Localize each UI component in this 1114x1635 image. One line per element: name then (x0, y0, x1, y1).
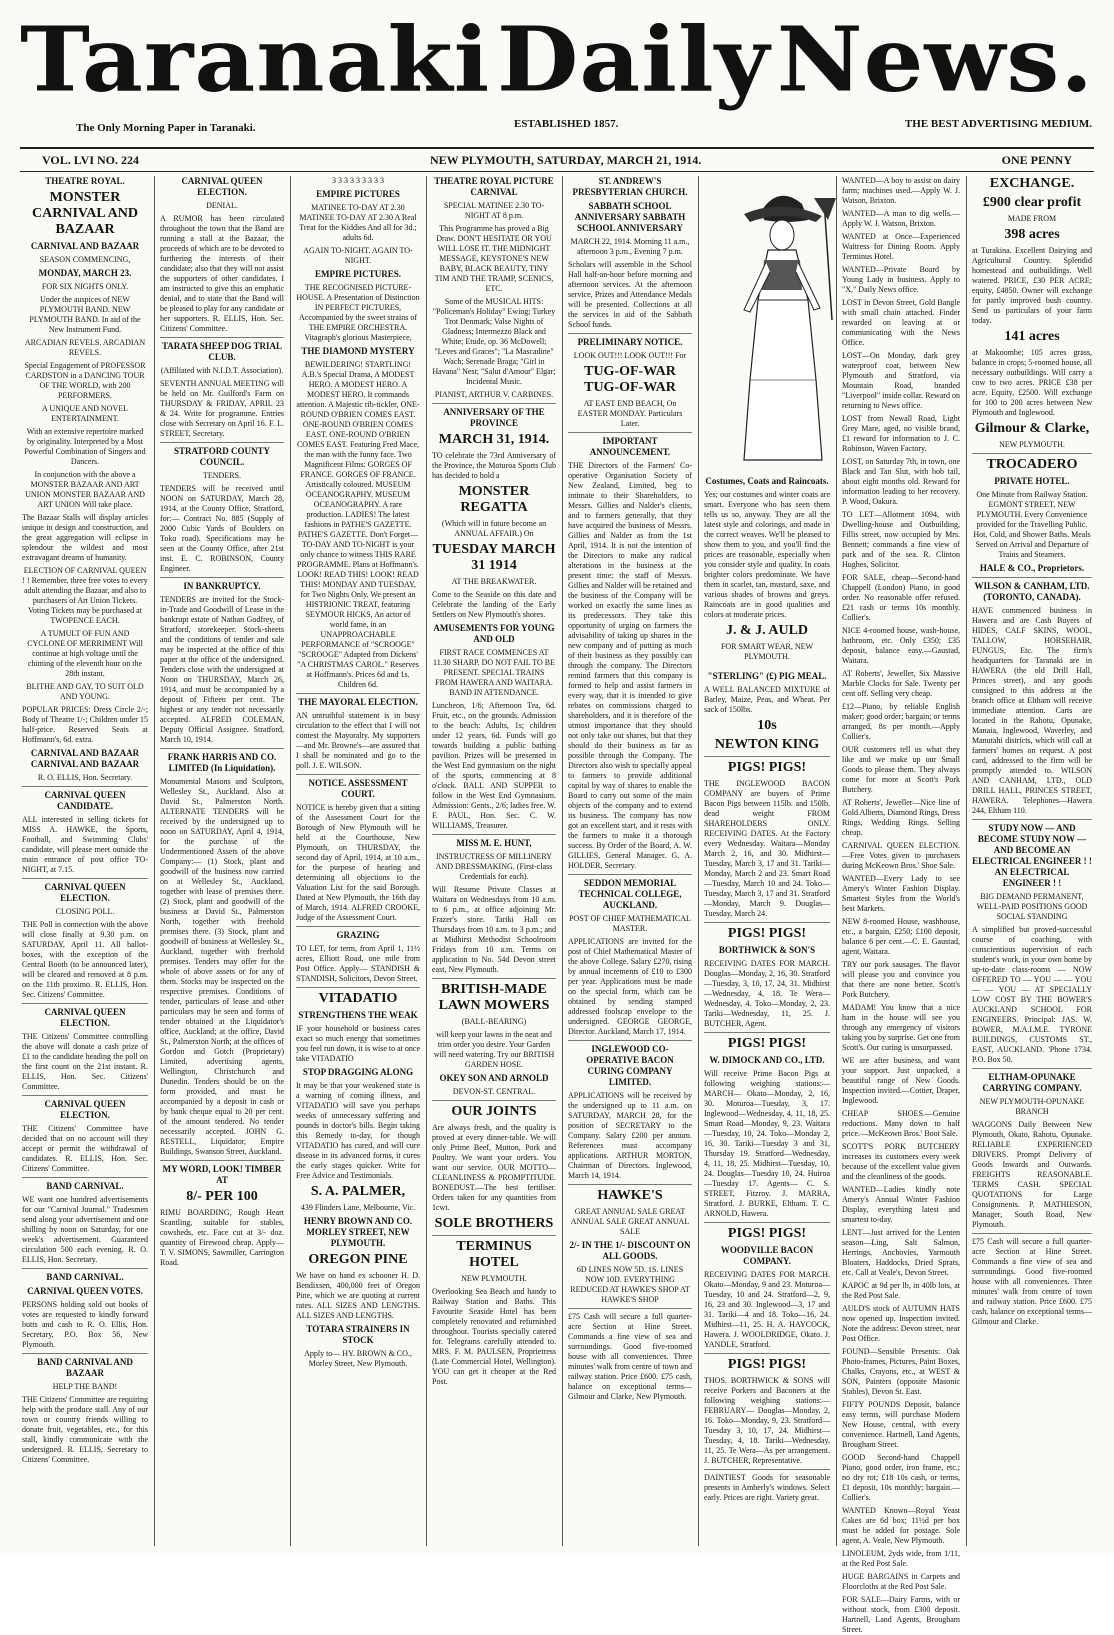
column-rule (154, 176, 155, 1546)
ad-text: THE Citizens' Committee have decided that on no account will they accept or permit the withdrawal of candidates. R. ELLIS, Hon. Sec. Citizens' Committee. (22, 1124, 148, 1173)
ad-text: ALL interested in selling tickets for MISS A. HAWKE, the Sports, Football, and Swimming Clubs' candidate, will please meet outside the main entrance of post office TO-NIGHT, at 7.15. (22, 815, 148, 874)
ad-text: A TUMULT OF FUN AND CYCLONE OF MERRIMENT Will continue at high voltage until the chiming of the eleventh hour on the 28th instant. (27, 629, 143, 678)
divider (568, 333, 692, 334)
ad-text: A RUMOR has been circulated throughout the town that the Band are running a stall at the Bazaar, the proceeds of which are to be devoted to furthering the interests of their candidate; also that they will not assist the supporters of other candidates. I am instructed to give this an emphatic denial, and to state that the Band will be pleased to play for any candidate or her supporters. R. ELLIS, Hon. Sec. Citizens' Committee. (160, 214, 284, 333)
ad-text: NICE 4-roomed house, wash-house, bathroom, etc. Only £350; £35 deposit, balance easy.—Gaustad, Waitara. (842, 626, 960, 665)
ad-heading: BAND CARNIVAL AND BAZAAR (37, 1357, 133, 1378)
ad-text: FOR SALE, cheap—Second-hand Chappell (London) Piano, in good order. No reasonable offer refused. £21 cash or terms 10s monthly. Collier's. (842, 573, 960, 622)
ad-heading: SABBATH SCHOOL ANNIVERSARY SABBATH SCHOOL ANNIVERSARY (574, 201, 686, 233)
dateline (20, 147, 1094, 172)
ad-text: Scholars will assemble in the School Hall half-an-hour before morning and afternoon services. At the afternoon service, Prizes and Attendance Medals will be presented. Collections at all the services in aid of the Sabbath School funds. (568, 260, 692, 329)
divider (22, 1268, 148, 1269)
ad-heading: BRITISH-MADE LAWN MOWERS (438, 982, 550, 1013)
ad-text: LOST—On Monday, dark grey waterproof coat, between New Plymouth and Stratford, via Mountain Road, branded "Liverpool" inside collar. Reward on returning to News office. (842, 351, 960, 410)
ad-text: Come to the Seaside on this date and Celebrate the landing of the Early Settlers on New Plymouth's shores. (432, 590, 556, 619)
ad-text: This Programme has proved a Big Draw. DON'T HESITATE OR YOU WILL LOSE IT. THE MIDNIGHT MESSAGE, KEYSTONE'S NEW BABY, BLACK BEAUTY, TINY TIM AND THE TRAMP, SCENICS, ETC. (434, 224, 554, 293)
ad-text: NOTICE is hereby given that a sitting of the Assessment Court for the Borough of New Plymouth will be held at the Courthouse, New Plymouth, on THURSDAY, the second day of April, 1914, at 10 a.m., for the purpose of hearing and determining all objections to the Valuation List for the said Borough. Dated at New Plymouth, the 16th day of March, 1914. ALFRED CROOKE, Judge of the Assessment Court. (296, 803, 420, 922)
ad-heading: CARNIVAL AND BAZAAR CARNIVAL AND BAZAAR (30, 748, 140, 769)
ad-text: DEVON-ST. CENTRAL. (452, 1087, 536, 1096)
ad-text: POST OF CHIEF MATHEMATICAL MASTER. (569, 914, 691, 933)
divider (972, 1233, 1092, 1234)
divider (972, 577, 1092, 578)
ad-heading: PRELIMINARY NOTICE. (577, 337, 683, 347)
fashion-illustration (704, 180, 854, 472)
ad-text: TENDERS. (203, 471, 241, 480)
ad-text: FOUND—Sensible Presents: Oak Photo-frames, Pictures, Paint Boxes, Chalks, Crayons, etc., at WEST & SON, Painters (opposite Masonic Stables), Devon St. East. (842, 1347, 960, 1396)
ad-heading: PIGS! PIGS! (727, 760, 807, 775)
ad-text: (Which will in future become an ANNUAL AFFAIR.) On (441, 519, 547, 538)
ad-heading: STUDY NOW — AND BECOME STUDY NOW — AND BECOME AN ELECTRICAL ENGINEER ! ! AN ELECTRICAL ENGINEER ! ! (972, 823, 1092, 888)
ad-text: THE Poll in connection with the above will close finally at 9.30 p.m. on SATURDAY, April 11. All ballot-boxes, with the exception of the Central Booth (to be announced later), will be cleared and removed at 8 p.m. on the 11th proximo. R. ELLIS, Hon. Sec. Citizens' Committee. (22, 920, 148, 999)
column-rule (290, 176, 291, 1546)
ad-heading: TOTARA STRAINERS IN STOCK (306, 1324, 410, 1345)
ad-text: AGAIN TO-NIGHT. AGAIN TO-NIGHT. (303, 246, 413, 265)
ad-text: PIANIST, ARTHUR V. CARBINES. (434, 390, 554, 399)
column-rule (966, 176, 967, 1546)
ad-heading: PRIVATE HOTEL. (994, 476, 1070, 486)
ad-text: RECEIVING DATES FOR MARCH. Okato—Monday, 9 and 23. Moturoa—Tuesday, 10 and 24. Stratford—2, 9, 16, 23 and 30. Inglewood—3, 17 and 31. Tariki—4 and 18. Toko—16, 24. Midhirst—11, 25. H. A. HAYCOCK, Hawera. J. WOOLDRIDGE, Okato. J. YANDLE, Stratford. (704, 1270, 830, 1349)
ad-text: (BALL-BEARING) (461, 1017, 527, 1026)
ad-text: NEW PLYMOUTH. (461, 1274, 527, 1283)
ad-heading: HENRY BROWN AND CO. MORLEY STREET, NEW PLYMOUTH. (303, 1216, 413, 1248)
ad-heading: ANNIVERSARY OF THE PROVINCE (443, 407, 545, 428)
ad-text: TRY our pork sausages. The flavor will please you and convince you that there are none better. Scott's Pork Butchery. (842, 960, 960, 999)
ad-text: (Affiliated with N.I.D.T. Association). (160, 366, 284, 375)
ad-heading: EMPIRE PICTURES. (314, 269, 401, 279)
ad-text: SEVENTH ANNUAL MEETING will be held on Mr. Guilford's Farm on THURSDAY & FRIDAY, APRIL 23 & 24. Write for programme. Entries close with Secretary on April 16. F. L. STREET, Secretary. (160, 379, 284, 438)
ad-heading: 398 acres (1004, 227, 1060, 242)
ad-text: AT Roberts', Jeweller—Nice line of Gold Alberts, Diamond Rings, Dress Rings, Wedding Rings. Selling cheap. (842, 798, 960, 837)
ad-text: HUGE BARGAINS in Carpets and Floorcloths at the Red Post Sale. (842, 1572, 960, 1591)
ad-text: One Minute from Railway Station. EGMONT STREET, NEW PLYMOUTH. Every Convenience provided for the Travelling Public. Hot, Cold, and Shower Baths. Meals Served on Arrival and Departure of Trains and Steamers. (973, 490, 1091, 559)
ad-heading: EXCHANGE. (989, 176, 1075, 191)
ad-heading: WILSON & CANHAM, LTD. (TORONTO, CANADA). (974, 581, 1090, 602)
ad-text: LENT—Just arrived for the Lenten season—Ling, Salt Salmon, Herrings, Anchovies, Yarmouth Bloaters, Haddocks, Dried Sprats, etc. Call at Veale's, Devon Street. (842, 1228, 960, 1277)
ad-heading: SEDDON MEMORIAL TECHNICAL COLLEGE, AUCKLAND. (578, 878, 682, 910)
ad-text: In conjunction with the above a MONSTER BAZAAR AND ART UNION MONSTER BAZAAR AND ART UNION Will take place. (25, 470, 145, 509)
ad-text: WANTED at Once—Experienced Waitress for Dining Room. Apply Terminus Hotel. (842, 232, 960, 261)
ad-text: FIRST RACE COMMENCES AT 11.30 SHARP. DO NOT FAIL TO BE PRESENT. SPECIAL TRAINS FROM HAWERA AND WAITARA. BAND IN ATTENDANCE. (433, 648, 555, 697)
ad-text: FIFTY POUNDS Deposit, balance easy terms, will purchase Modern New House, central, with every convenience. Hartnell, Land Agents, Brougham Street. (842, 1400, 960, 1449)
divider (704, 922, 830, 923)
ad-heading: MONDAY, MARCH 23. (38, 268, 132, 278)
ad-heading: THEATRE ROYAL PICTURE CARNIVAL (434, 176, 554, 197)
ad-text: Luncheon, 1/6; Afternoon Tea, 6d. Fruit, etc., on the grounds. Admission to the beach: Adults, 1s; children under 12 years, 6d. Funds will go towards building a public bathing pavilion. Prizes will be presented in the West End gymnasium on the night of the sports, commencing at 8 o'clock. BALL AND SUPPER to follow in the West End Gymnasium. Admission: Gents., 2/6; ladies free. W. F. PAUL, Hon. Sec. C. W. WILLIAMS, Treasurer. (432, 701, 556, 830)
ad-heading: TARATA SHEEP DOG TRIAL CLUB. (161, 341, 283, 362)
divider (160, 337, 284, 338)
ad-text: BLITHE AND GAY, TO SUIT OLD AND YOUNG. (26, 682, 144, 701)
ad-text: AULD'S stock of AUTUMN HATS now opened up. Inspection invited. Note the address: Devon street, near Post Office. (842, 1304, 960, 1343)
ad-text: MADE FROM (1007, 214, 1057, 223)
divider (704, 756, 830, 757)
ad-heading: THEATRE ROYAL. (45, 176, 125, 186)
ad-heading: MONSTER CARNIVAL AND BAZAAR (32, 190, 138, 237)
ad-text: SEASON COMMENCING, (39, 255, 131, 264)
masthead-word: Daily (496, 7, 771, 113)
ad-text: NEW PLYMOUTH. (999, 440, 1065, 449)
ad-text: HAVE commenced business in Hawera and are Cash Buyers of HIDES, CALF SKINS, WOOL, TALLOW, HORSEHAIR, FUNGUS, Etc. The firm's headquarters for Taranaki are in HAWERA (the old Drill Hall, Princes street), and any goods consigned to this address at the branch office at Eltham will receive immediate attention. Carts are located in the Rahotu, Opunake, Manaia, Inglewood, Waverley, and Manutahi districts, which will call at farmers' homes on request. A post card, addressed to the firm will be promptly attended to. WILSON AND CANHAM, LTD., OLD DRILL HALL, PRINCES STREET, HAWERA. Telephones—Hawera 244, Eltham 110. (972, 606, 1092, 815)
divider (296, 926, 420, 927)
ad-text: It may be that your weakened state is a warning of coming illness, and VITADATIO will save you perhaps weeks of unnecessary suffering and pounds in doctor's bills. Begin taking this Remedy to-day, for though VITADATIO has cured, and will cure disease in its advanced forms, it cures the early stages quicker. Write for Free Advice and Testimonials. (296, 1081, 420, 1180)
ad-heading: TUESDAY MARCH 31 1914 (432, 542, 556, 573)
ad-heading: IN BANKRUPTCY. (183, 581, 261, 591)
ad-heading: OUR JOINTS (451, 1104, 537, 1119)
ad-heading: J. & J. AULD (725, 623, 809, 638)
ad-text: NEW 8-roomed House, washhouse, etc., a bargain, £250; £100 deposit, balance 6 per cent.—C. E. Gaustad, agent, Waitara. (842, 917, 960, 956)
ad-heading: BAND CARNIVAL. (46, 1272, 124, 1282)
established: ESTABLISHED 1857. (514, 118, 619, 130)
column-5 (568, 176, 692, 1546)
ad-text: WE want one hundred advertisements for our "Carnival Journal." Tradesmen send along your advertisement and one shilling by noon on Saturday, for one week's advertisement. Guaranteed circulation 500 each evening. R. O. ELLIS, Hon. Secretary. (22, 1195, 148, 1264)
ad-heading: MONSTER REGATTA (458, 484, 530, 515)
ad-text: WANTED—Private Board by Young Lady in business. Apply to "X," Daily News office. (842, 265, 960, 294)
divider (22, 878, 148, 879)
divider (22, 786, 148, 787)
ad-text: FOR SALE—Dairy Farms, with or without stock, from £300 deposit. Hartnell, Land Agents, Brougham Street. (842, 1595, 960, 1634)
ad-heading: Costumes, Coats and Raincoats. (705, 476, 829, 486)
ad-text: AT THE BREAKWATER. (451, 577, 537, 586)
divider (568, 1040, 692, 1041)
ad-text: Overlooking Sea Beach and handy to Railway Station and Baths. This Favourite Seaside Hotel has been completely renovated and refurnished throughout. Tourists specially catered for. Telegrams carefully attended to. MRS. F. M. PAULSEN, Proprietress (Late Commercial Hotel, Wellington). YOU can get it cheaper at the Red Post. (432, 1287, 556, 1386)
ad-text: ARCADIAN REVELS. ARCADIAN REVELS. (24, 338, 146, 357)
ad-text: INSTRUCTRESS OF MILLINERY AND DRESSMAKING. (First-class Credentials for each). (435, 852, 553, 881)
divider (704, 1469, 830, 1470)
masthead-title (20, 4, 1094, 116)
divider (22, 1003, 148, 1004)
ad-text: We have on hand ex schooner H. D. Bendixsen, 400,000 feet of Oregon Pine, which we are quoting at current rates. ALL SIZES AND LENGTHS. ALL SIZES AND LENGTHS. (296, 1271, 420, 1320)
advertising-medium: THE BEST ADVERTISING MEDIUM. (904, 118, 1092, 130)
ad-heading: HAWKE'S (597, 1188, 663, 1203)
ad-text: WANTED—Every Lady to see Amery's Winter Fashion Display. Smartest Styles from the World's best Markets. (842, 874, 960, 913)
ad-text: SPECIAL MATINEE 2.30 TO-NIGHT AT 8 p.m. (443, 201, 545, 220)
ad-text: TO LET—Allotment 1094, with Dwelling-house and Outbuilding, Fillis street, now occupied by Mrs. Bennett; commands a fine view of park and of the sea. R. Clinton Hughes, Solicitor. (842, 510, 960, 569)
ad-text: TO celebrate the 73rd Anniversary of the Province, the Moturoa Sports Club has decided to hold a (432, 451, 556, 480)
ad-heading: BORTHWICK & SON'S (718, 945, 816, 955)
ad-text: R. O. ELLIS, Hon. Secretary. (37, 773, 133, 782)
masthead-word: Taranaki (20, 7, 491, 113)
ad-text: A UNIQUE AND NOVEL ENTERTAINMENT. (42, 404, 128, 423)
divider (568, 432, 692, 433)
ad-heading: OREGON PINE (308, 1252, 408, 1267)
ad-heading: NOTICE. ASSESSMENT COURT. (308, 778, 408, 799)
ad-heading: CARNIVAL QUEEN ELECTION. (44, 882, 126, 903)
column-rule (426, 176, 427, 1546)
divider (160, 442, 284, 443)
divider (568, 1184, 692, 1185)
ad-heading: MISS M. E. HUNT, (456, 838, 532, 848)
ad-text: THE INGLEWOOD BACON COMPANY are buyers of Prime Bacon Pigs between 115lb. and 150lb. dead weight FROM SHAREHOLDERS ONLY. RECEIVING DATES. At the Factory every Wednesday. Waitara—Monday March 2, 16, and 30. Midhirst—Tuesday, March 3, 17 and 31. Tariki—Monday, March 2 and 23. Smart Road—Tuesday, March 10 and 24. Toko—Tuesday, March 3, 17 and 31. Stratford—Monday, March 9. Douglas—Tuesday, March 24. (704, 779, 830, 918)
ad-text: THOS. BORTHWICK & SONS will receive Porkers and Baconers at the following weighing stations:— FEBRUARY— Douglas—Monday, 2, 16. Toko—Monday, 9, 23. Stratford—Tuesday 3, 10, 17, 24. Midhirst—Tuesday, 4, 18. Tariki—Wednesday, 11, 25. Te Wera—As per arrangement. J. BUTCHER, Representative. (704, 1376, 830, 1465)
ad-text: PERSONS holding sold out books of votes are requested to kindly forward butts and cash to R. O. Ellis, Hon. Secretary, P.O. Box 56, New Plymouth. (22, 1300, 148, 1349)
ad-text: FOR SMART WEAR, NEW PLYMOUTH. (720, 642, 814, 661)
ad-text: MATINEE TO-DAY AT 2.30 MATINEE TO-DAY AT 2.30 A Real Treat for the Kiddies And all for 3d.; adults 6d. (299, 203, 417, 242)
ad-heading: ST. ANDREW'S PRESBYTERIAN CHURCH. (572, 176, 688, 197)
ad-text: £12—Piano, by reliable English maker; good order; bargain; or terms arranged, 8s per month.—Apply Collier's. (842, 702, 960, 741)
ad-text: HELP THE BAND! (52, 1382, 118, 1391)
ad-heading: STRENGTHENS THE WEAK (298, 1010, 418, 1020)
volume-number: VOL. LVI NO. 224 (42, 153, 140, 167)
ad-heading: EMPIRE PICTURES (316, 189, 400, 199)
ad-heading: "STERLING" (£) PIG MEAL. (707, 671, 827, 681)
column-1 (22, 176, 148, 1546)
divider (160, 1160, 284, 1161)
ad-text: AN untruthful statement is in busy circulation to the effect that I will not contest the Mayoralty. My supporters—and Mr. Browne's—are assured that I shall be nominated and go to the poll. J. E. WILSON. (296, 711, 420, 770)
ad-heading: 2/- IN THE 1/- DISCOUNT ON ALL GOODS. (569, 1240, 691, 1261)
ad-heading: CARNIVAL QUEEN CANDIDATE. (44, 790, 126, 811)
ad-heading: PIGS! PIGS! (727, 1226, 807, 1241)
ad-heading: THE MAYORAL ELECTION. (298, 697, 418, 707)
ad-heading: VITADATIO (318, 991, 398, 1006)
divider (972, 453, 1092, 454)
ad-text: SCOTT'S PORK BUTCHERY increases its customers every week because of the excellent value given and the cleanliness of the goods. (842, 1142, 960, 1181)
ad-text: Special Engagement of PROFESSOR CARDSTON in a DANCING TOUR OF THE WORLD, with 200 PERFORMERS. (24, 361, 146, 400)
ad-text: Will receive Prime Bacon Pigs at following weighing stations:— MARCH— Okato—Monday, 2, 16, 30. Moturoa—Tuesday, 3, 17. Inglewood—Wednesday, 4, 11, 18, 25. Smart Road—Monday, 9, 23. Waitara—Tuesday, 10, 24. Toko—Monday 2, 16, 30. Tariki—Tuesday 3 and 31, Thursday 19. Stratford—Wednesday, 4, 11, 18, 25. Midhirst—Tuesday, 10, 24. Douglas—Tuesday 10, 24. Huiroa—Tuesday 17. Agents— C. S. STREET, Fitzroy. J. MARRA, Stratford. J. BURKE, Eltham. T. C. ARNOLD, Hawera. (704, 1069, 830, 1218)
ad-text: £75 Cash will secure a full quarter-acre Section at Hine Street. Commands a fine view of sea and surroundings. Good five-roomed house with all conveniences. Three minutes' walk from centre of town and railway station. Price £600. £75 cash, balance on exceptional terms—Gilmour and Clarke, New Plymouth. (568, 1312, 692, 1401)
masthead-subline (0, 118, 1114, 138)
ad-text: APPLICATIONS are invited for the post of Chief Mathematical Master of the above College. Salary £270, rising by annual increments of £10 to £300 per year. Applications must be made on the special form, which can be obtained by sending stamped addressed foolscap envelope to the undersigned. GEORGE GEORGE, Director. Auckland, March 17, 1914. (568, 937, 692, 1036)
masthead (20, 4, 1094, 116)
ad-heading: Gilmour & Clarke, (974, 421, 1090, 436)
ad-heading: 10s (757, 718, 777, 733)
divider (160, 577, 284, 578)
ad-text: With an extensive repertoire marked by originality. Interpreted by a Most Powerful Combination of Singers and Dancers. (24, 427, 146, 466)
ad-heading: NEWTON KING (714, 737, 820, 752)
column-rule (698, 176, 699, 1546)
ad-text: Are always fresh, and the quality is proved at every dinner-table. We will only Prime Beef, Mutton, Pork and Poultry. We want your orders. You want our service. OUR MOTTO— CLEANLINESS & PROMPTITUDE. BONEDUST.—The best fertiliser. Orders taken for any quantities from 1cwt. (432, 1123, 556, 1212)
ad-heading: S. A. PALMER, (310, 1184, 406, 1199)
ad-text: GREAT ANNUAL SALE GREAT ANNUAL SALE GREAT ANNUAL SALE (570, 1207, 690, 1236)
ad-heading: FRANK HARRIS AND CO. LIMITED (In Liquidation). (167, 752, 277, 773)
ad-text: MARCH 22, 1914. Morning 11 a.m., afternoon 3 p.m., Evening 7 p.m. (570, 237, 690, 256)
divider (22, 1095, 148, 1096)
divider (568, 1308, 692, 1309)
ad-heading: CARNIVAL AND BAZAAR (30, 241, 140, 251)
column-4 (432, 176, 556, 1546)
ad-text: BIG DEMAND PERMANENT, WELL-PAID POSITIONS GOOD SOCIAL STANDING (976, 892, 1088, 921)
ad-text: 3 3 3 3 3 3 3 3 3 (332, 176, 384, 185)
ad-text: AT EAST END BEACH, On EASTER MONDAY. Particulars Later. (577, 399, 683, 428)
ad-text: Some of the MUSICAL HITS: "Policeman's Holiday" Ewing; Turkey Trot Denmark; Valse Nights of Gladness; Intermezzo Black and White; Etude, op. 36 McDowell; "Leves and Graces"; "La Mascadine" Wach; Serenade Braga; "Girl in Havana" Nest; "Salut d'Amour" Elgar; Incidental Music. (432, 297, 556, 386)
ad-text: NEW PLYMOUTH-OPUNAKE BRANCH (979, 1097, 1085, 1116)
divider (972, 1068, 1092, 1069)
ad-text: LOST from Newall Road, Light Grey Mare, aged, no visible brand, £1 reward for information to J. C. Robinson, Waven Factory. (842, 414, 960, 453)
ad-heading: SOLE BROTHERS (434, 1216, 554, 1231)
ad-text: TENDERS will be received until NOON on SATURDAY, March 28, 1914, at the County Office, Stratford, for:— Contract No. 885 (Supply of 2000 Cubic Yards of Boulders on Toko road). Specifications may be seen at the County Office, after 21st inst. E. C. ROBINSON, County Engineer. (160, 484, 284, 573)
divider (704, 1032, 830, 1033)
ad-text: LOOK OUT!!! LOOK OUT!!! For (573, 351, 687, 360)
place-and-date: NEW PLYMOUTH, SATURDAY, MARCH 21, 1914. (430, 153, 702, 167)
column-3 (296, 176, 420, 1546)
divider (296, 987, 420, 988)
divider (432, 834, 556, 835)
ad-text: at Makoombe; 105 acres grass, balance in crops; 5-roomed house, all necessary outbuildings. Will carry a cow to two acres. PRICE £38 per acre. Equity, £2500. Will exchange for 100 to 200 acres between New Plymouth and Inglewood. (972, 348, 1092, 417)
ad-text: Under the auspices of NEW PLYMOUTH BAND. NEW PLYMOUTH BAND. In aid of the New Instrument Fund. (29, 295, 141, 334)
divider (704, 1222, 830, 1223)
ad-heading: THE DIAMOND MYSTERY (301, 346, 415, 356)
ad-heading: GRAZING (336, 930, 380, 940)
ad-heading: 141 acres (1004, 329, 1060, 344)
ad-text: Monumental Masons and Sculptors, Wellesley St., Auckland. Also at David St., Palmerston North. ALTERNATE TENDERS will be received by the undersigned up to noon on SATURDAY, April 4, 1914, for the purchase of the Undermentioned Assets of the above Company:— (1) Stock, plant and goodwill of the business now carried on at Wellesley St., Auckland, together with lease of premises there. (2) Stock, plant and goodwill of the business at David St., Palmerston North, together with freehold premises there. (3) Stock, plant and goodwill of business at Wellesley St., Auckland, together with freehold premises. Tenders may offer for the whole of above assets or for any of them. Stocks may be inspected on the respective premises. Conditions of tender, particulars of lease and other particulars may be seen and forms of tender obtained at the Liquidator's office, Auckland; at the office, David St., Palmerston North; at the offices of Gordon and Gotch (Proprietary) Limited, advertising agents, Wellington, Christchurch and Dunedin. Tenders should be on the form provided, and must be accompanied by a deposit in cash or by bank cheque equal to 20 per cent. of the amount tendered. No tender necessarily accepted. JOHN G. RESTELL, Liquidator, Empire Buildings, Swanson Street, Auckland. (160, 777, 284, 1156)
ad-text: LOST, on Saturday 7th, in town, one Black and Tan Slut, with bob tail, about eight months old. Reward for information leading to her recovery. P. Wood, Oakura. (842, 457, 960, 506)
column-rule (836, 176, 837, 1546)
ad-text: WANTED—Ladies kindly note Amery's Annual Winter Fashion Display, everything latest and smartest to-day. (842, 1185, 960, 1224)
ad-text: KAPOC at 9d per lb, in 40lb lots, at the Red Post Sale. (842, 1281, 960, 1300)
divider (432, 403, 556, 404)
ad-heading: HALE & CO., Proprietors. (979, 563, 1085, 573)
ad-text: Will Resume Private Classes at Waitara on Wednesdays from 10 a.m. to 6 p.m., at office adjoining Mr. Frazer's store. Tariki Hall on Thursdays from 10 a.m. to 3 p.m.; and at Midhirst Methodist Schoolroom Fridays from 10 a.m. Terms on application to No. 54d Devon street east, New Plymouth. (432, 885, 556, 974)
column-2 (160, 176, 284, 1546)
ad-text: OUR customers tell us what they like and we make up our Small Goods to please them. They always come for more at Scott's Pork Butchery. (842, 745, 960, 794)
ad-heading: TUG-OF-WAR TUG-OF-WAR (584, 364, 676, 395)
ad-heading: INGLEWOOD CO-OPERATIVE BACON CURING COMPANY LIMITED. (586, 1044, 674, 1087)
ad-heading: MARCH 31, 1914. (438, 432, 550, 447)
ad-text: A simplified but proved-successful course of coaching, with conscientious supervision of each student's work, in your own home by up-to-date class-rooms — NOW OFFERED TO — YOU — — YOU — — YOU — AT SPECIALLY LOW COST BY THE BOWER'S AUCKLAND SCHOOL FOR ENGINEERS. Principal: JAS. W. BOWER, M.A.I.M.E. TYRONE BUILDINGS, CUSTOMS ST., EAST, AUCKLAND. 'Phone 1734. P.O. Box 50. (972, 925, 1092, 1064)
ad-heading: WOODVILLE BACON COMPANY. (720, 1245, 814, 1266)
ad-text: RIMU BOARDING, Rough Heart Scantling, suitable for stables, cowsheds, etc. Face cut at 3/- doz. quantity of Firewood cheap. Apply— T. V. SIMONS, Sawmiller, Carrington Road. (160, 1208, 284, 1267)
ad-text: THE Citizens' Committee are requiring help with the produce stall. Any of our town or country friends willing to donate fruit, vegetables, etc., for this stall, kindly communicate with the undersigned. R. ELLIS, Secretary to Citizens' Committee. (22, 1395, 148, 1464)
ad-text: WANTED Known—Royal Yeast Cakes are 6d box; 11½d per box must be added for postage. Sole agent, A. Veale, New Plymouth. (842, 1506, 960, 1545)
column-7 (842, 176, 960, 1634)
ad-text: WANTED—A man to dig wells.—Apply W. J. Watson, Brixton. (842, 209, 960, 228)
ad-text: BEWILDERING! STARTLING! A.B.'s Special Drama, A MODEST HERO. A MODEST HERO. A MODEST HERO. It commands attention. A Majestic rib-tickler, ONE-ROUND O'BRIEN COMES EAST. ONE-ROUND O'BRIEN COMES EAST. ONE-ROUND O'BRIEN COMES EAST. Featuring Fred Mace, the man with the funny face. Two Magnificent Films: GORGES OF FRANCE. GORGES OF FRANCE. Artistically coloured. MUSEUM OCEANOGRAPHY. MUSEUM OCEANOGRAPHY. A rare production. LADIES! The latest fashions in PATHE'S GAZETTE. PATHE'S GAZETTE. Don't Forget— TO-DAY AND TO-NIGHT is your only chance to witness THIS RARE PROGRAMME. Plans at Hoffmann's. LOOK! READ THIS! LOOK! READ THIS! MONDAY AND TUESDAY, for Two Nights Only. We present an HISTRIONIC TREAT, featuring SEYMOUR HICKS, An actor of world fame, in an UNAPPROACHABLE PERFORMANCE of "SCROOGE" "SCROOGE" Adapted from Dickens' "A CHRISTMAS CAROL." Reserves at Hoffmann's. Prices 6d and 1s. Children 6d. (296, 360, 420, 689)
ad-text: 439 Flinders Lane, Melbourne, Vic. (300, 1203, 416, 1212)
ad-heading: CARNIVAL QUEEN ELECTION. (181, 176, 263, 197)
ad-heading: 8/- PER 100 (186, 1189, 258, 1204)
ad-heading: CARNIVAL QUEEN ELECTION. (44, 1099, 126, 1120)
ad-text: WANTED—A boy to assist on dairy farm; machines used.—Apply W. J. Watson, Brixton. (842, 176, 960, 205)
column-8 (972, 176, 1092, 1546)
ad-heading: TERMINUS HOTEL (456, 1239, 532, 1270)
ad-text: LINOLEUM, 2yds wide, from 1/11, at the Red Post Sale. (842, 1549, 960, 1568)
ad-text: will keep your lawns in the neat and trim order you desire. Your Garden will need watering. Try our BRITISH GARDEN HOSE. (433, 1030, 555, 1069)
price: ONE PENNY (1001, 153, 1072, 167)
ad-heading: CARNIVAL QUEEN VOTES. (27, 1286, 143, 1296)
ad-heading: STOP DRAGGING ALONG (302, 1067, 414, 1077)
ad-text: WAGGONS Daily Between New Plymouth, Okato, Rahotu, Opunake. RELIABLE EXPERIENCED DRIVERS. Prompt Delivery of Goods Inwards and Outwards. FREIGHTS REASONABLE. TERMS CASH. SPECIAL QUOTATIONS for Large Consignments. P. MATHIESON, Manager, South Road, New Plymouth. (972, 1120, 1092, 1229)
tagline: The Only Morning Paper in Taranaki. (76, 122, 256, 134)
ad-text: Yes; our costumes and winter coats are smart. Everyone who has seen them tells us so, anyway. They are all the latest style and colorings, and made in the correct weaves. We'll be pleased to show them to you, and you'll find the prices are reasonable, especially when you consider style and quality. In coats brighter colors predominate. We have them in scarlet, tan, mustard, saxe, and various shades of browns and greys. Raincoats are in good qualities and colors at moderate prices. (704, 490, 830, 619)
ad-heading: BAND CARNIVAL. (46, 1181, 124, 1191)
ad-heading: AMUSEMENTS FOR YOUNG AND OLD (433, 623, 555, 644)
ad-heading: CARNIVAL QUEEN ELECTION. (44, 1007, 126, 1028)
ad-text: The Bazaar Stalls will display articles unique in design and construction, and the great aggregation will eclipse in splendour the wildest and most extravagant dreams of humanity. (22, 513, 148, 562)
divider (296, 693, 420, 694)
ad-text: MADAM! You know that a nice ham in the house will see you through any emergency of visitors taking you by surprise. Get one from Scott's. Our curing is unsurpassed. (842, 1003, 960, 1052)
divider (432, 1100, 556, 1101)
ad-text: TENDERS are invited for the Stock-in-Trade and Goodwill of Lease in the bankrupt estate of Nathan Godfrey, of Stratford, storekeeper. Stock-sheets and the conditions of tender and sale may be inspected at the office of this paper at the office of the undersigned. Tenders close with the undersigned at Noon on THURSDAY, March 26, 1914, and must be accompanied by a deposit of Fifteen per cent. The highest or any tender not necessarily accepted. ALFRED COLEMAN, Deputy Official Assignee. Stratford, March 10, 1914. (160, 595, 284, 744)
ad-text: DENIAL. (206, 201, 238, 210)
divider (568, 874, 692, 875)
ad-text: A WELL BALANCED MIXTURE of Barley, Maize, Peas, and Wheat. Per sack of 150lbs. (704, 685, 830, 714)
divider (160, 748, 284, 749)
divider (432, 1235, 556, 1236)
ad-text: RECEIVING DATES FOR MARCH. Douglas—Monday, 2, 16, 30. Stratford—Tuesday, 3, 10, 17, 24, 31. Midhirst—Wednesday, 4, 18. Te Wera—Wednesday, 4. Toko—Monday, 2, 23. Tariki—Wednesday, 11, 25. J. BUTCHER, Agent. (704, 959, 830, 1028)
ad-text: THE RECOGNISED PICTURE-HOUSE. A Presentation of Distinction IN PERFECT PICTURES, Accompanied by the sweet strains of THE EMPIRE ORCHESTRA. Vitagraph's glorious Masterpiece, (296, 283, 420, 342)
ad-heading: TROCADERO (986, 457, 1078, 472)
divider (704, 1353, 830, 1354)
ad-text: TO LET, for term, from April 1, 11½ acres, Elliott Road, one mile from Post Office. Apply— STANDISH & STANDISH, Solicitors, Devon Street. (296, 944, 420, 983)
divider (296, 774, 420, 775)
divider (22, 1177, 148, 1178)
ad-heading: PIGS! PIGS! (727, 1357, 807, 1372)
ad-heading: W. DIMOCK AND CO., LTD. (709, 1055, 825, 1065)
ad-text: THE Directors of the Farmers' Co-operative Organisation Society of New Zealand, Limited, beg to intimate to their Shareholders, to Messrs. Gillies and Nalder's clients, and to farmers generally, that they have acquired the business of Messrs. Gillies and Nalder as from the 1st April, 1914. It is not the intention of the Directors to make any radical alterations in the business at the present time; the staff of Messrs. Gillies and Nalder will be retained and the business of the Company will be worked on exactly the same lines as its predecessors. They take this opportunity of urging on farmers the advisability of taking up shares in the new company and of putting as much of their business as they possibly can through the company. The Directors remind farmers that this company is formed to help and assist farmers in every way, that it is intended to give rebates on commissions charged to shareholders, and it is therefore of the utmost importance that they should not only take out shares, but that they should do their business as far as possible through the Company. The Directors also wish to specially appeal to farmers to provide additional capital by way of shares to enable the Board to carry out some of the main objects of the company and to extend its business. The company has now got an excellent start, and it rests with the farmers to make it a thorough success. By Order of the Board, A. W. GILLIES, General Manager. G. A. HOLDER, Secretary. (568, 461, 692, 870)
ad-heading: IMPORTANT ANNOUNCEMENT. (589, 436, 671, 457)
ad-text: 6D LINES NOW 5D. 1S. LINES NOW 10D. EVERYTHING REDUCED AT HAWKE'S SHOP AT HAWKE'S SHOP (570, 1265, 690, 1304)
ad-text: CARNIVAL QUEEN ELECTION.—Free Votes given to purchasers during McKeown Bros.' Shoe Sale. (842, 841, 960, 870)
ad-text: POPULAR PRICES: Dress Circle 2/-; Body of Theatre 1/-; Children under 15 half-price. Reserved Seats at Hoffmann's, 6d. extra. (22, 705, 148, 744)
ad-text: CLOSING POLL. (55, 907, 115, 916)
ad-text: THE Citizens' Committee controlling the above will donate a cash prize of £1 to the candidate heading the poll on the first count on the 21st instant. R. ELLIS, Hon. Sec. Citizens' Committee. (22, 1032, 148, 1091)
ad-heading: PIGS! PIGS! (727, 1036, 807, 1051)
ad-text: IF your household or business cares exact so much energy that sometimes you feel run down, it is wise to at once take VITADATIO (296, 1024, 420, 1063)
column-6 (704, 176, 830, 1546)
column-rule (562, 176, 563, 1546)
ad-text: Apply to— HY. BROWN & CO., Morley Street, New Plymouth. (304, 1349, 412, 1368)
ad-text: DAINTIEST Goods for seasonable presents in Amberly's windows. Select early. Prices are right. Variety great. (704, 1473, 830, 1502)
ad-text: ELECTION OF CARNIVAL QUEEN ! ! Remember, three free votes to every adult attending the Bazaar, and also to purchasers of Art Union Tickets. Voting Tickets may be purchased at TWOPENCE EACH. (22, 566, 148, 625)
masthead-word: News. (776, 7, 1094, 113)
ad-heading: PIGS! PIGS! (727, 926, 807, 941)
ad-text: APPLICATIONS will be received by the undersigned up to 11 a.m. on SATURDAY, MARCH 28, for the position of SECRETARY to the Company. Salary £200 per annum. References must accompany applications. ARTHUR MORTON, Chairman of Directors. Inglewood, March 14, 1914. (568, 1091, 692, 1180)
ad-heading: MY WORD, LOOK! TIMBER AT (162, 1164, 282, 1185)
divider (432, 978, 556, 979)
ad-text: LOST in Devon Street, Gold Bangle with small chain attached. Finder rewarded on leaving at or communicating with the News Office. (842, 298, 960, 347)
ad-text: AT Roberts', Jeweller, Six Massive Marble Clocks for Sale. Twenty per cent off. Selling very cheap. (842, 669, 960, 698)
divider (22, 1353, 148, 1354)
ad-text: CHEAP SHOES.—Genuine reductions. Many down to half price.—McKeown Bros.' Boot Sale. (842, 1109, 960, 1138)
ad-heading: £900 clear profit (982, 195, 1082, 210)
ad-text: FOR SIX NIGHTS ONLY. (41, 282, 129, 291)
ad-text: WE are after business, and want your support. Just unpacked, a beautiful range of New Goods. Inspection invited.—Cottier, Draper, Inglewood. (842, 1056, 960, 1105)
ad-heading: ELTHAM-OPUNAKE CARRYING COMPANY. (982, 1072, 1082, 1093)
ad-heading: OKEY SON AND ARNOLD (439, 1073, 549, 1083)
ad-heading: STRATFORD COUNTY COUNCIL. (173, 446, 271, 467)
ad-text: at Turakina. Excellent Dairying and Agricultural Country. Splendid homestead and outbuildings. Well watered. PRICE, £30 PER ACRE; equity, £4850. Owner will exchange for partly improved bush country. Send us particulars of your farm today. (972, 246, 1092, 325)
ad-text: £75 Cash will secure a full quarter-acre Section at Hine Street. Commands a fine view of sea and surroundings. Good five-roomed house with all conveniences. Three minutes' walk from centre of town and railway station. Price £600. £75 cash, balance on exceptional terms—Gilmour and Clarke. (972, 1237, 1092, 1326)
divider (972, 819, 1092, 820)
ad-text: GOOD Second-hand Chappell Piano, good order, iron frame, etc.; no dry rot; £18 10s cash, or terms, £1 deposit, 10s monthly; bargain.—Collier's. (842, 1453, 960, 1502)
